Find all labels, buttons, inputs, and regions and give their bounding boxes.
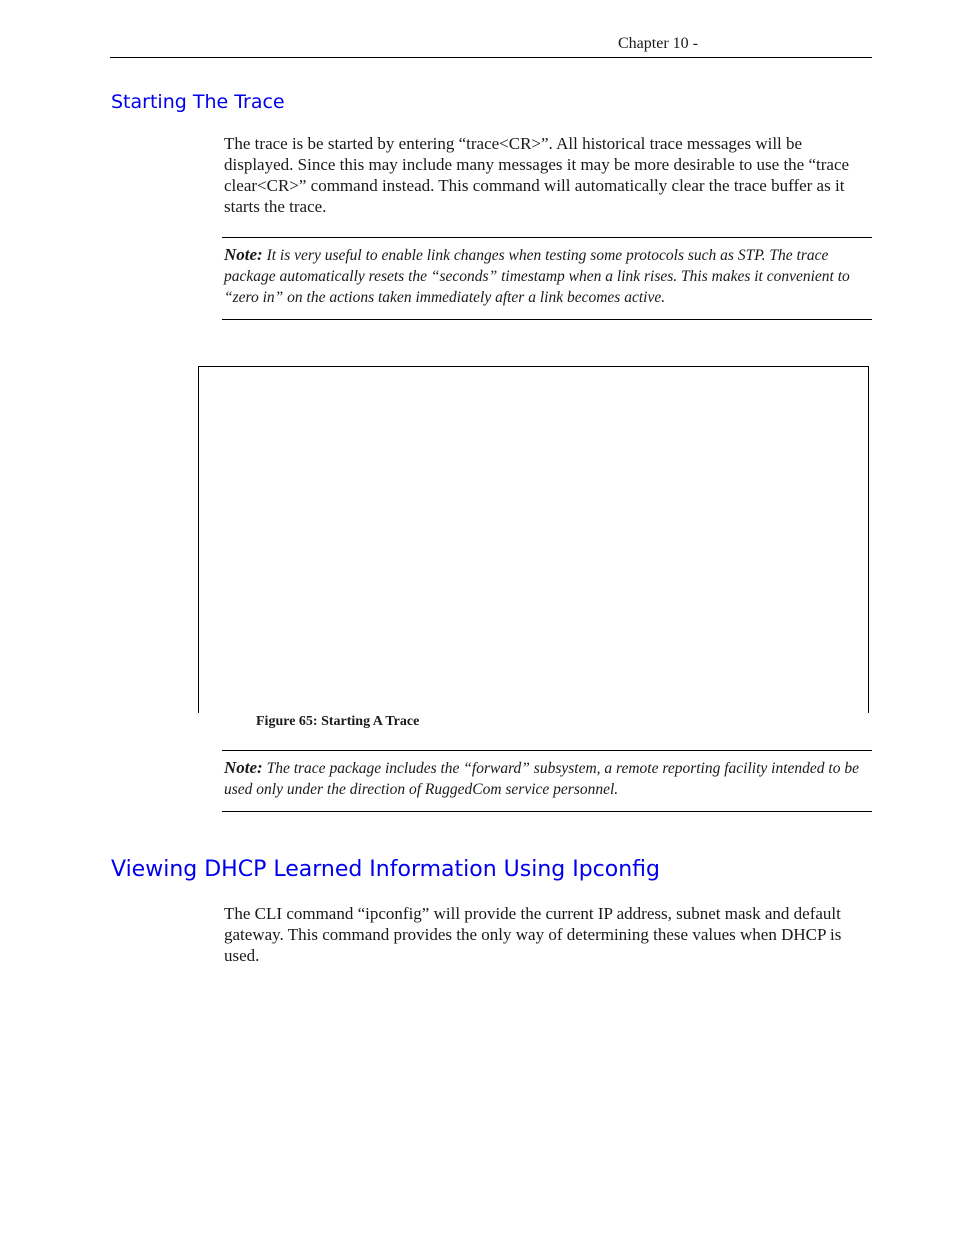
note-label: Note: [224,758,263,777]
paragraph-starting-trace: The trace is be started by entering “trace<CR>”. All historical trace messages will be displayed. Since this may include many messages it may be more desirable to use the “trace clear<CR>” command instead. This command will automatically clear the trace buffer as it starts the trace. [224,134,850,216]
paragraph-dhcp-ipconfig: The CLI command “ipconfig” will provide the current IP address, subnet mask and default gateway. This command provides the only way of determining these values when DHCP is used. [224,904,842,965]
figure-caption: Figure 65: Starting A Trace [256,714,420,729]
note-label: Note: [224,245,263,264]
running-header: Chapter 10 - [618,35,698,52]
note-text: The trace package includes the “forward” subsystem, a remote reporting facility intended to be used only under the direction of RuggedCom service personnel. [224,760,859,798]
note-text: It is very useful to enable link changes when testing some protocols such as STP. The trace package automatically resets the “seconds” timestamp when a link rises. This makes it convenient to “zero in” on the actions taken immediately after a link becomes active. [224,247,850,306]
note-box-forward-subsystem [222,750,872,812]
figure-frame [198,366,869,713]
note-box-link-changes [222,237,872,320]
section-heading-dhcp-ipconfig: Viewing DHCP Learned Information Using Ipconfig [111,857,661,882]
section-heading-starting-trace: Starting The Trace [111,91,285,113]
header-rule [110,57,872,58]
